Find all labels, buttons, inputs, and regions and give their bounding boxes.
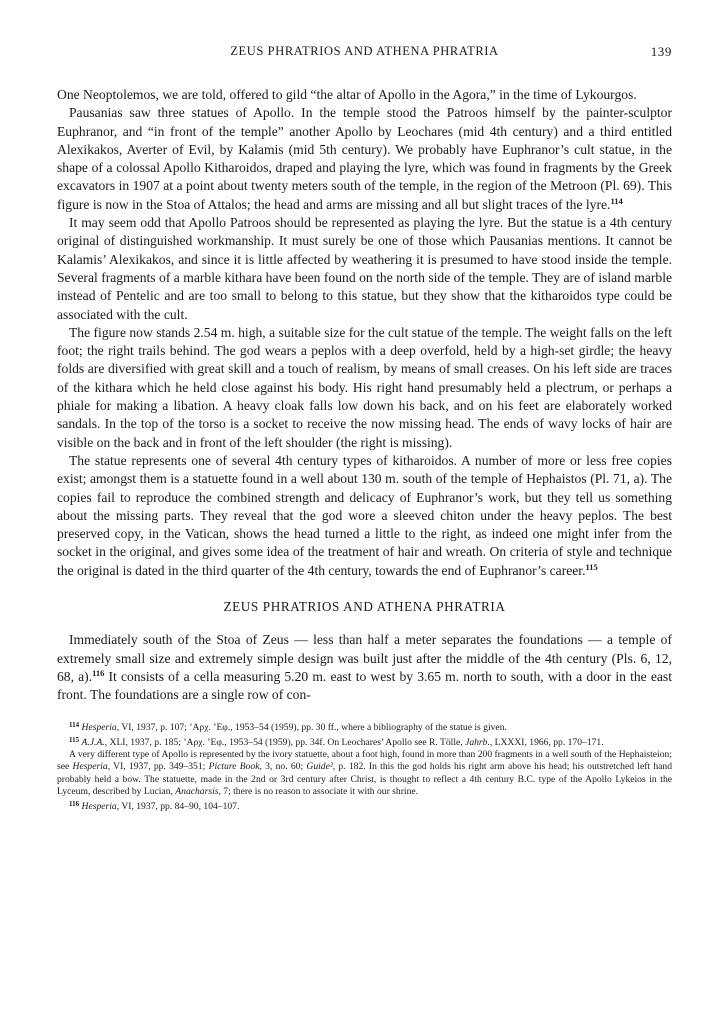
paragraph-6-text-a: Immediately south of the Stoa of Zeus — less than half a meter separates the foundations — a temple of extremely small size and extremely simple design was built just after the middle of the 4th century (Pls. 6, 12, 68, a). <box>57 632 672 684</box>
paragraph-3: It may seem odd that Apollo Patroos should be represented as playing the lyre. But the statue is a 4th century original of distinguished workmanship. It must surely be one of those which Pausanias mentions. It cannot be Kalamis’ Alexikakos, and since it is little affected by weathering it is presumed to have stood inside the temple. Several fragments of a marble kithara have been found on the north side of the temple. They are of island marble instead of Pentelic and are too small to belong to this statue, but they show that the kitharoidos type could be associated with the cult. <box>57 215 672 322</box>
footnote-115-text-2: , LXXXI, 1966, pp. 170–171. <box>489 736 604 748</box>
page-number: 139 <box>650 44 672 59</box>
footnote-116 <box>57 798 672 813</box>
paragraph-6-text-b: It consists of a cella measuring 5.20 m. east to west by 3.65 m. north to south, with a door in the east front. The foundations are a single row of con- <box>57 668 672 703</box>
footnote-115-number: 115 <box>69 735 80 744</box>
paragraph-6 <box>57 631 672 704</box>
footnote-115-continuation <box>57 749 672 798</box>
footnote-115b-hesperia: Hesperia <box>72 761 108 773</box>
paragraph-2 <box>57 104 672 214</box>
footnote-115b-text-1: A very different type of Apollo is represented by the ivory statuette, about a foot high, found in more than 200 fragments in a well south of the Hephaisteion; see <box>57 749 672 773</box>
footnote-116-number: 116 <box>69 800 80 809</box>
paragraph-5-text: The statue represents one of several 4th century types of kitharoidos. A number of more or less free copies exist; amongst them is a statuette found in a well about 130 m. south of the temple of Hephaistos (Pl. 71, a). The copies fail to reproduce the combined strength and delicacy of Euphranor’s work, but they tell us something about the missing parts. They reveal that the god wore a sleeved chiton under the heavy peplos. The best preserved copy, in the Vatican, shows the head turned a little to the right, as indeed one might infer from the socket in the original, and gives some idea of the treatment of hair and wreath. On criteria of style and technique the original is dated in the third quarter of the 4th century, towards the end of Euphranor’s career. <box>57 452 672 578</box>
section-heading: ZEUS PHRATRIOS AND ATHENA PHRATRIA <box>223 599 506 615</box>
footnote-114 <box>57 719 672 734</box>
footnote-115 <box>57 734 672 749</box>
footnote-ref-116: 116 <box>92 667 105 678</box>
paragraph-4: The figure now stands 2.54 m. high, a suitable size for the cult statue of the temple. The weight falls on the left foot; the right trails behind. The god wears a peplos with a deep overfold, held by a high-set girdle; the heavy folds are diversified with great skill and a touch of realism, by means of small creases. On his left side are traces of the kithara which he held close against his body. His right hand presumably held a plectrum, or perhaps a phiale for making a libation. A heavy cloak falls low down his back, and on his feet are elaborately worked sandals. In the top of the torso is a socket to receive the now missing head. The ends of wavy locks of hair are visible on the back and in front of the left shoulder (the right is missing). <box>57 324 673 450</box>
footnote-114-text: , VI, 1937, p. 107; ’Αρχ. ’Εφ., 1953–54 (1959), pp. 30 ff., where a bibliography of the statue is given. <box>116 721 507 733</box>
footnote-115-text: , XLI, 1937, p. 185; ’Αρχ. ’Εφ., 1953–54 (1959), pp. 34f. On Leochares’ Apollo see R. Tölle, <box>104 736 466 748</box>
footnote-115-jahrb: Jahrb. <box>465 736 490 748</box>
footnote-115b-guide: Guide² <box>306 761 333 773</box>
page <box>57 44 672 814</box>
footnote-115b-text-4: , p. 182. In this the god holds his right arm above his head; his outstretched left hand probably held a bow. The statuette, made in the 2nd or 3rd century after Christ, is thought to reflect a 4th century B.C. type of the Apollo Lykeios in the Lyceum, described by Lucian, <box>57 761 672 797</box>
footnote-115b-picture-book: Picture Book <box>208 761 260 773</box>
running-head-title: ZEUS PHRATRIOS AND ATHENA PHRATRIA <box>230 44 499 58</box>
footnote-115b-anacharsis: Anacharsis <box>175 785 219 797</box>
footnote-115-journal: A.J.A. <box>81 736 105 748</box>
footnote-116-journal: Hesperia <box>81 801 117 813</box>
footnote-116-text: , VI, 1937, pp. 84–90, 104–107. <box>116 801 240 813</box>
footnote-115b-text-3: , 3, no. 60; <box>259 761 307 773</box>
running-head <box>57 44 672 66</box>
footnote-114-journal: Hesperia <box>81 721 117 733</box>
paragraph-1: One Neoptolemos, we are told, offered to gild “the altar of Apollo in the Agora,” in the time of Lykourgos. <box>57 87 637 102</box>
paragraph-5 <box>57 452 672 580</box>
footnote-ref-115: 115 <box>585 561 598 572</box>
footnote-115b-text-2: , VI, 1937, pp. 349–351; <box>107 761 209 773</box>
body-text <box>57 86 672 705</box>
footnote-114-number: 114 <box>69 720 80 729</box>
paragraph-2-text: Pausanias saw three statues of Apollo. In the temple stood the Patroos himself by the painter-sculptor Euphranor, and “in front of the temple” another Apollo by Leochares (mid 4th century) and a third entitled Alexikakos, Averter of Evil, by Kalamis (mid 5th century). We probably have Euphranor’s cult statue, in the shape of a colossal Apollo Kitharoidos, draped and playing the lyre, which was found in fragments by the Greek excavators in 1907 at a point about twenty meters south of the temple, in the region of the Metroon (Pl. 69). This figure is now in the Stoa of Attalos; the head and arms are missing and all but slight traces of the lyre. <box>57 105 672 212</box>
footnote-115b-text-5: , 7; there is no reason to associate it with our shrine. <box>218 785 419 797</box>
footnotes <box>57 719 672 814</box>
footnote-ref-114: 114 <box>610 195 623 206</box>
